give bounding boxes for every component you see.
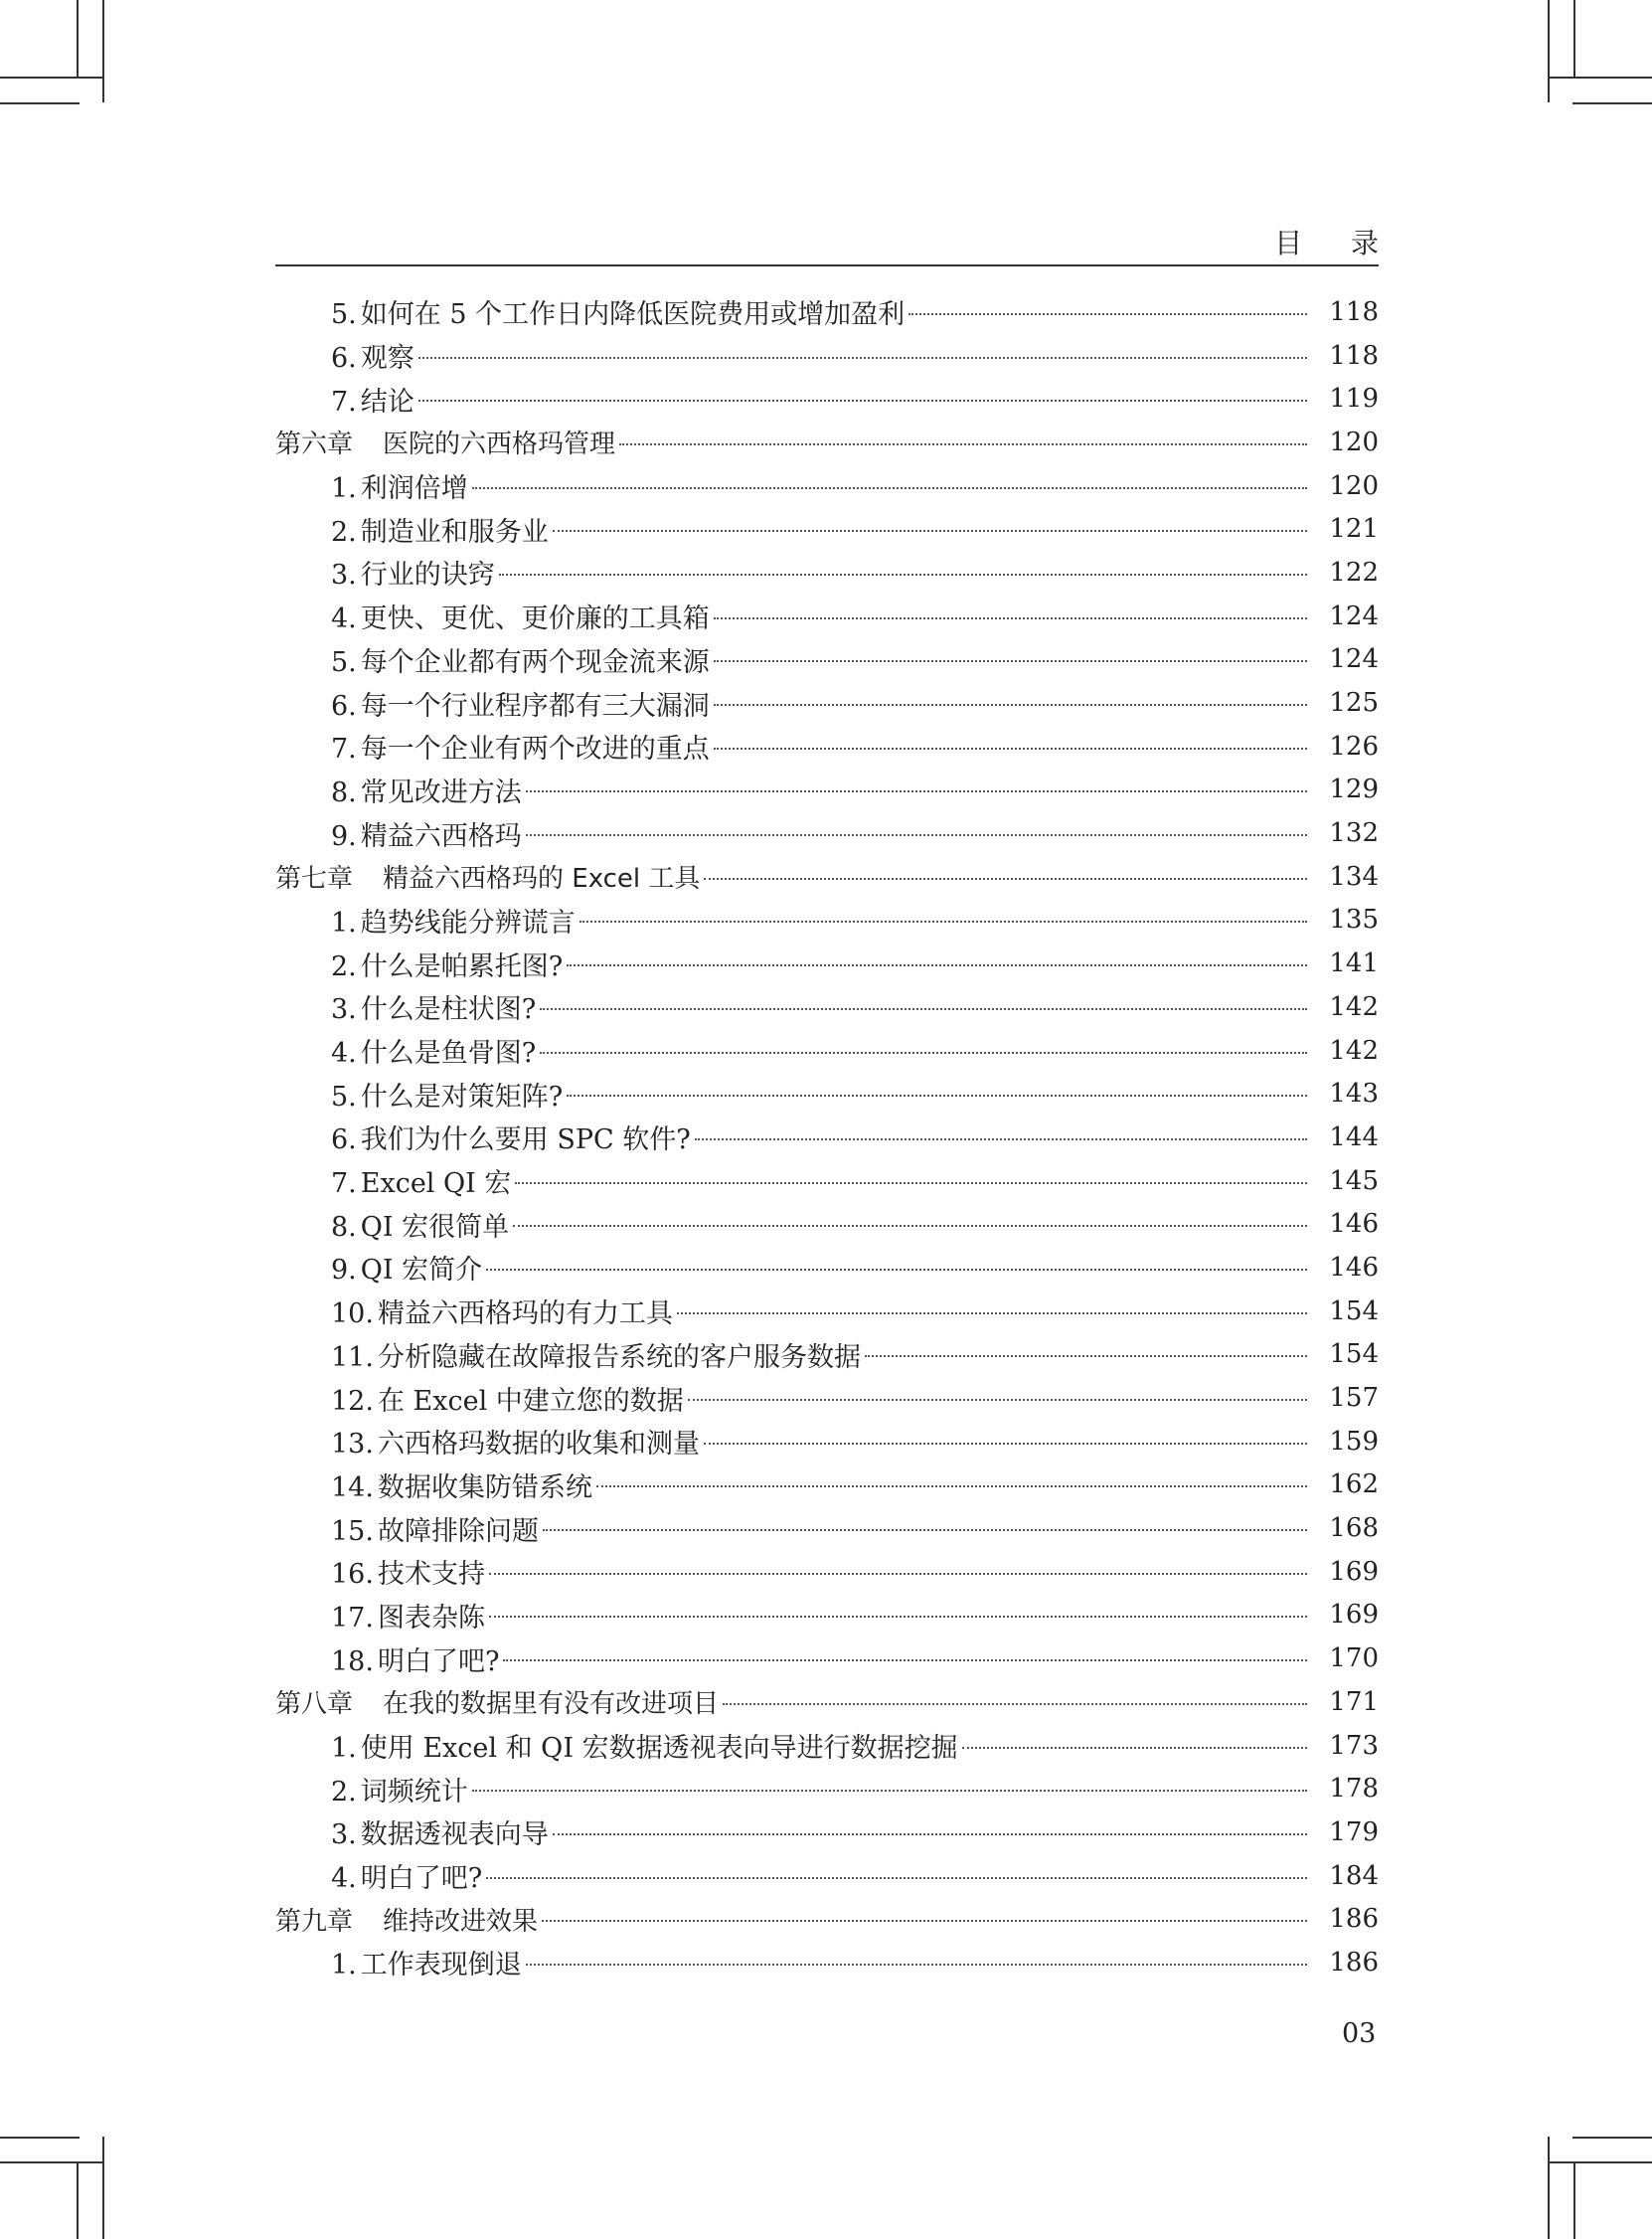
toc-page-number: 143 [1329,1079,1379,1110]
toc-section-row[interactable] [275,290,1379,334]
toc-entry-number: 13. [331,1429,374,1461]
toc-section-row[interactable] [275,1029,1379,1073]
toc-section-row[interactable] [275,1636,1379,1680]
toc-dot-leader [553,1833,1307,1835]
toc-entry-text [331,597,710,635]
crop-mark-bottom-left-inner-h [0,2161,104,2163]
toc-entry-number: 4. [331,1038,357,1070]
toc-page-number: 121 [1329,514,1379,545]
toc-section-row[interactable] [275,1159,1379,1203]
toc-entry-text [331,336,414,375]
toc-page-number: 125 [1329,688,1379,719]
toc-page-number: 146 [1329,1252,1379,1283]
toc-entry-number: 7. [331,386,357,418]
toc-section-row[interactable] [275,1290,1379,1333]
toc-dot-leader [540,1052,1307,1054]
crop-mark-bottom-left-inner [77,2161,79,2239]
toc-entry-title: 在我的数据里有没有改进项目 [383,1689,720,1720]
toc-page-number: 178 [1329,1774,1379,1805]
toc-entry-text [331,466,468,505]
toc-entry-title: 数据收集防错系统 [377,1471,592,1503]
toc-entry-text [331,1812,549,1851]
toc-dot-leader [865,1355,1307,1357]
toc-entry-text [331,1639,499,1678]
toc-entry-number: 3. [331,994,357,1026]
toc-entry-title: 如何在 5 个工作日内降低医院费用或增加盈利 [360,299,906,331]
toc-entry-text [331,1075,563,1114]
toc-section-row[interactable] [275,681,1379,725]
toc-entry-number: 6. [331,343,357,375]
toc-entry-title: 使用 Excel 和 QI 宏数据透视表向导进行数据挖掘 [360,1733,958,1765]
toc-dot-leader [677,1312,1307,1314]
toc-section-row[interactable] [275,942,1379,985]
toc-entry-title: 图表杂陈 [377,1602,485,1634]
toc-page-number: 145 [1329,1165,1379,1196]
toc-entry-text [331,1770,468,1808]
toc-entry-title: 分析隐藏在故障报告系统的客户服务数据 [377,1341,861,1373]
toc-entry-text [331,1335,861,1374]
toc-chapter-label: 第六章 [275,430,354,460]
toc-dot-leader [503,1659,1307,1661]
crop-mark-bottom-right-vertical [1548,2137,1550,2239]
crop-mark-top-right-inner-h [1548,77,1652,79]
toc-section-row[interactable] [275,1376,1379,1420]
toc-entry-number: 4. [331,1863,357,1895]
toc-entry-text [331,1292,673,1330]
toc-entry-text [331,814,522,853]
toc-page-number: 179 [1329,1816,1379,1847]
toc-entry-text [275,1683,719,1720]
toc-entry-title: 什么是帕累托图? [360,950,564,982]
toc-section-row[interactable] [275,725,1379,769]
toc-page-number: 162 [1329,1469,1379,1500]
toc-entry-number: 7. [331,734,357,766]
toc-page-number: 154 [1329,1339,1379,1370]
toc-entry-text [331,1856,482,1895]
toc-chapter-label: 第八章 [275,1689,354,1720]
toc-page-number: 169 [1329,1556,1379,1587]
toc-page-number: 171 [1329,1686,1379,1717]
toc-section-row[interactable] [275,638,1379,682]
toc-entry-text [331,553,495,592]
crop-mark-top-right-horizontal [1572,102,1652,104]
toc-entry-title: QI 宏简介 [360,1255,483,1287]
toc-entry-number: 2. [331,1776,357,1808]
toc-entry-title: 什么是对策矩阵? [360,1081,564,1113]
toc-entry-title: 常见改进方法 [360,776,522,808]
toc-dot-leader [714,660,1307,662]
toc-entry-title: 数据透视表向导 [360,1819,549,1851]
toc-page-number: 118 [1329,340,1379,371]
toc-entry-text [331,1596,485,1635]
toc-entry-number: 8. [331,776,357,808]
toc-entry-number: 12. [331,1385,374,1417]
toc-entry-number: 7. [331,1168,357,1200]
toc-section-row[interactable] [275,811,1379,855]
toc-section-row[interactable] [275,899,1379,943]
toc-page-number: 186 [1329,1947,1379,1978]
toc-page-number: 157 [1329,1383,1379,1414]
toc-dot-leader [714,704,1307,706]
toc-page-number: 124 [1329,644,1379,675]
toc-entry-title: 精益六西格玛 [360,820,522,852]
toc-entry-title: 我们为什么要用 SPC 软件? [360,1124,691,1156]
toc-entry-number: 3. [331,560,357,592]
toc-entry-text [331,1509,539,1548]
toc-dot-leader [688,1399,1307,1401]
toc-entry-text [331,1422,700,1461]
toc-page-number: 142 [1329,1035,1379,1066]
toc-entry-text [331,945,563,983]
toc-page-number: 135 [1329,905,1379,936]
toc-dot-leader [526,1964,1307,1966]
toc-section-row[interactable] [275,1246,1379,1290]
toc-entry-number: 16. [331,1559,374,1591]
toc-entry-number: 2. [331,950,357,982]
toc-section-row[interactable] [275,1072,1379,1116]
toc-entry-number: 4. [331,603,357,635]
toc-entry-number: 3. [331,1819,357,1851]
toc-entry-number: 10. [331,1298,374,1330]
toc-section-row[interactable] [275,1116,1379,1159]
toc-dot-leader [418,357,1307,359]
toc-entry-text [331,380,414,419]
toc-entry-title: 工作表现倒退 [360,1950,522,1981]
toc-entry-title: 观察 [360,343,414,375]
toc-section-row[interactable] [275,595,1379,638]
toc-entry-title: 结论 [360,386,414,418]
toc-dot-leader [526,834,1307,836]
toc-entry-title: 精益六西格玛的有力工具 [377,1298,673,1330]
toc-entry-number: 11. [331,1341,374,1373]
toc-entry-number: 18. [331,1645,374,1677]
toc-entry-title: 明白了吧? [360,1863,483,1895]
toc-section-row[interactable] [275,1333,1379,1377]
toc-section-row[interactable] [275,769,1379,812]
toc-entry-title: 什么是鱼骨图? [360,1038,537,1070]
toc-entry-text [331,1205,509,1244]
toc-dot-leader [567,964,1307,966]
toc-dot-leader [619,443,1307,445]
toc-section-row[interactable] [275,507,1379,551]
toc-dot-leader [695,1138,1307,1140]
toc-section-row[interactable] [275,985,1379,1029]
toc-entry-number: 15. [331,1515,374,1547]
toc-dot-leader [962,1747,1307,1749]
toc-dot-leader [723,1703,1307,1705]
toc-section-row[interactable] [275,1767,1379,1810]
toc-dot-leader [714,748,1307,750]
crop-mark-bottom-right-inner [1573,2161,1575,2239]
crop-mark-top-right-vertical [1548,0,1550,102]
toc-dot-leader [515,1182,1307,1184]
toc-entry-text [331,727,710,766]
toc-dot-leader [704,878,1307,880]
toc-entry-title: 每一个企业有两个改进的重点 [360,734,710,766]
toc-dot-leader [472,487,1307,489]
header-title: 目 录 [1274,227,1399,259]
toc-entry-title: 词频统计 [360,1776,468,1808]
crop-mark-bottom-left-horizontal [0,2137,80,2139]
toc-section-row[interactable] [275,1941,1379,1984]
toc-dot-leader [513,1225,1307,1227]
toc-entry-number: 2. [331,516,357,548]
toc-entry-title: 趋势线能分辨谎言 [360,907,576,939]
toc-entry-number: 1. [331,1950,357,1981]
toc-dot-leader [714,617,1307,619]
crop-mark-top-left-vertical [102,0,104,102]
toc-entry-title: 制造业和服务业 [360,516,549,548]
toc-page-number: 144 [1329,1121,1379,1152]
toc-entry-title: 更快、更优、更价廉的工具箱 [360,603,710,635]
toc-entry-text [275,1901,538,1938]
toc-entry-title: 故障排除问题 [377,1515,539,1547]
toc-entry-text [331,901,576,940]
toc-entry-text [331,640,710,679]
toc-entry-number: 5. [331,646,357,678]
toc-entry-title: 医院的六西格玛管理 [383,430,616,460]
toc-dot-leader [909,313,1307,315]
toc-entry-title: 技术支持 [377,1559,485,1591]
toc-page-number: 142 [1329,991,1379,1022]
toc-entry-text [331,1161,511,1200]
toc-entry-number: 6. [331,690,357,722]
toc-page-number: 146 [1329,1209,1379,1240]
toc-dot-leader [489,1616,1307,1618]
toc-chapter-row[interactable] [275,1897,1379,1941]
toc-entry-title: 利润倍增 [360,473,468,505]
table-of-contents [275,290,1379,1984]
toc-dot-leader [486,1269,1307,1271]
toc-page-number: 132 [1329,818,1379,849]
toc-entry-title: 每一个行业程序都有三大漏洞 [360,690,710,722]
toc-dot-leader [543,1529,1307,1531]
toc-section-row[interactable] [275,551,1379,595]
toc-page-number: 159 [1329,1426,1379,1457]
toc-entry-title: QI 宏很简单 [360,1211,510,1243]
toc-dot-leader [486,1877,1307,1879]
toc-entry-number: 14. [331,1471,374,1503]
crop-mark-top-left-inner-h [0,77,104,79]
toc-entry-number: 9. [331,1255,357,1287]
crop-mark-bottom-right-horizontal [1572,2137,1652,2139]
toc-chapter-row[interactable] [275,1680,1379,1724]
toc-section-row[interactable] [275,1854,1379,1898]
toc-entry-number: 5. [331,299,357,331]
toc-entry-title: 维持改进效果 [383,1906,539,1937]
toc-chapter-row[interactable] [275,421,1379,464]
toc-page-number: 173 [1329,1730,1379,1761]
toc-entry-text [331,1248,482,1287]
toc-section-row[interactable] [275,1550,1379,1594]
toc-entry-text [331,1465,592,1504]
toc-dot-leader [542,1920,1307,1922]
toc-entry-text [275,424,615,460]
toc-section-row[interactable] [275,1202,1379,1246]
toc-section-row[interactable] [275,1506,1379,1550]
toc-entry-title: 精益六西格玛的 Excel 工具 [383,864,701,895]
toc-entry-text [331,510,549,549]
toc-entry-text [331,684,710,723]
toc-page-number: 169 [1329,1600,1379,1631]
toc-page-number: 170 [1329,1643,1379,1674]
toc-page-number: 168 [1329,1513,1379,1544]
toc-entry-title: 行业的诀窍 [360,560,495,592]
toc-entry-text [331,987,536,1026]
toc-page-number: 122 [1329,557,1379,588]
toc-entry-text [331,1943,522,1981]
toc-entry-title: 在 Excel 中建立您的数据 [377,1385,684,1417]
crop-mark-bottom-right-inner-h [1548,2161,1652,2163]
toc-entry-title: 明白了吧? [377,1645,500,1677]
toc-entry-title: Excel QI 宏 [360,1168,512,1200]
toc-entry-text [275,858,700,895]
toc-entry-text [331,292,905,331]
toc-entry-title: 每个企业都有两个现金流来源 [360,646,710,678]
toc-entry-text [331,1552,485,1591]
toc-entry-text [331,771,522,809]
toc-section-row[interactable] [275,464,1379,508]
header-rule [275,264,1379,266]
toc-page-number: 118 [1329,296,1379,327]
toc-entry-text [331,1118,691,1156]
toc-page-number: 134 [1329,861,1379,892]
toc-entry-number: 1. [331,473,357,505]
running-header [275,224,1399,263]
toc-page-number: 120 [1329,427,1379,457]
toc-page-number: 124 [1329,601,1379,631]
toc-entry-number: 8. [331,1211,357,1243]
toc-dot-leader [499,574,1307,576]
crop-mark-top-left-inner [77,0,79,78]
toc-section-row[interactable] [275,377,1379,421]
toc-dot-leader [526,790,1307,792]
toc-dot-leader [596,1485,1307,1487]
toc-page-number: 154 [1329,1295,1379,1326]
toc-entry-number: 1. [331,907,357,939]
toc-chapter-label: 第九章 [275,1906,354,1937]
toc-entry-title: 六西格玛数据的收集和测量 [377,1429,700,1461]
toc-page-number: 119 [1329,384,1379,415]
toc-entry-number: 6. [331,1124,357,1156]
toc-chapter-row[interactable] [275,855,1379,899]
toc-section-row[interactable] [275,1810,1379,1854]
toc-entry-number: 5. [331,1081,357,1113]
toc-section-row[interactable] [275,1420,1379,1464]
page-number: 03 [1342,2018,1377,2049]
toc-dot-leader [553,530,1307,532]
toc-dot-leader [472,1790,1307,1792]
toc-page-number: 126 [1329,731,1379,762]
crop-mark-top-left-horizontal [0,102,80,104]
toc-chapter-label: 第七章 [275,864,354,895]
toc-entry-number: 9. [331,820,357,852]
toc-dot-leader [489,1573,1307,1575]
toc-entry-title: 什么是柱状图? [360,994,537,1026]
crop-mark-bottom-left-vertical [102,2137,104,2239]
toc-dot-leader [540,1008,1307,1010]
toc-section-row[interactable] [275,1724,1379,1768]
toc-entry-text [331,1379,684,1418]
toc-page-number: 186 [1329,1904,1379,1935]
toc-dot-leader [704,1443,1307,1445]
crop-mark-top-right-inner [1573,0,1575,78]
toc-dot-leader [579,921,1307,923]
toc-page-number: 120 [1329,470,1379,501]
toc-entry-number: 17. [331,1602,374,1634]
toc-page-number: 129 [1329,775,1379,805]
toc-dot-leader [418,400,1307,402]
toc-page-number: 184 [1329,1860,1379,1891]
toc-entry-text [331,1031,536,1070]
toc-entry-text [331,1726,958,1765]
toc-dot-leader [567,1095,1307,1097]
toc-section-row[interactable] [275,334,1379,378]
toc-entry-number: 1. [331,1733,357,1765]
toc-page-number: 141 [1329,948,1379,979]
toc-section-row[interactable] [275,1594,1379,1637]
toc-section-row[interactable] [275,1464,1379,1507]
